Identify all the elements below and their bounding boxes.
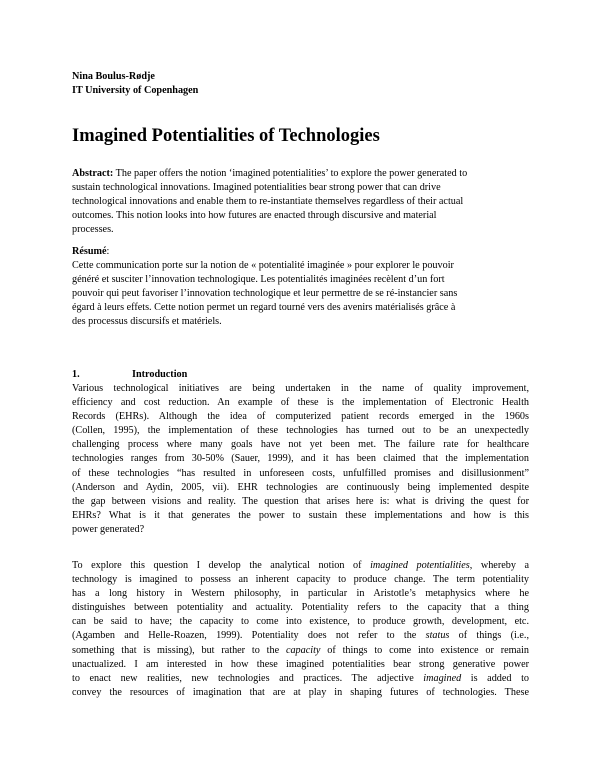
resume-line: égard à leurs effets. Cette notion permet un regard tourné vers des avenirs matérialisés grâce à [72, 302, 456, 314]
body-line: to enact new realities, new technologies and practices. The adjective imagined is added to [72, 672, 529, 684]
body-line: EHRs? What is it that generates the power to sustain these implementations and how is this [72, 509, 529, 521]
body-line: of these technologies “has resulted in unforeseen costs, unfulfilled promises and disillusionment” [72, 467, 529, 479]
body-line: power generated? [72, 523, 145, 535]
emphasis-status: status [425, 630, 450, 642]
body-line: can be said to have; the capacity to come into existence, to produce growth, development, etc. [72, 616, 529, 628]
body-line: convey the resources of imagination that are at play in shaping futures of technologies. These [72, 686, 529, 698]
body-line: (Agamben and Helle-Roazen, 1999). Potentiality does not refer to the status of things (i.e., [72, 630, 530, 642]
abstract-line: processes. [72, 224, 114, 236]
abstract-paragraph [72, 167, 532, 237]
author-name: Nina Boulus-Rødje [72, 71, 155, 82]
body-line: Records (EHRs). Although the idea of computerized patient records emerged in the 1960s [72, 411, 529, 423]
resume-paragraph [72, 259, 532, 329]
body-line: the gap between visions and reality. The question that arises here is: what is driving the quest for [72, 495, 529, 507]
resume-line: des processus discursifs et matériels. [72, 316, 222, 328]
abstract-line: technological innovations and enable them to re-instantiate themselves regardless of their actual [72, 196, 464, 208]
body-line: distinguishes between potentiality and actuality. Potentiality refers to the capacity that a thing [72, 602, 529, 614]
resume-line: généré et susciter l’innovation technologique. Les potentialités imaginées recèlent d’un fort [72, 274, 445, 286]
section-number: 1. [72, 369, 80, 380]
body-line: Various technological initiatives are being undertaken in the name of quality improvement, [72, 383, 529, 394]
abstract-label: Abstract: [72, 168, 114, 179]
paper-title: Imagined Potentialities of Technologies [72, 126, 380, 146]
body-line: challenging process where many goals have not yet been met. The failure rate for healthcare [72, 439, 529, 451]
resume-line: pouvoir qui peut favoriser l’innovation technologique et leur permettre de se ré-instancier sans [72, 288, 458, 300]
body-line: (Anderson and Aydin, 2005, vii). EHR technologies are continuously being implemented despite [72, 481, 529, 493]
resume-colon: : [106, 246, 110, 257]
body-line: efficiency and cost reduction. An example of these is the implementation of Electronic Health [72, 397, 529, 409]
emphasis-imagined-potentialities: imagined potentialities [370, 560, 470, 571]
body-line: (Collen, 1995), the implementation of these technologies has turned out to be an unexpectedly [72, 425, 529, 437]
body-line: has a long history in Western philosophy, in particular in Aristotle’s metaphysics where he [72, 588, 529, 600]
author-block [72, 70, 198, 98]
abstract-line: sustain technological innovations. Imagined potentialities bear strong power that can drive [72, 182, 441, 194]
body-line: technologies ranges from 30-50% (Sauer, 1999), and it has been claimed that the implementation [72, 453, 529, 465]
emphasis-imagined: imagined [423, 672, 462, 684]
abstract-line: outcomes. This notion looks into how futures are enacted through discursive and material [72, 210, 437, 222]
body-line: something that is missing), but rather to the capacity of things to come into existence or remain [72, 644, 529, 656]
body-line: unactualized. I am interested in how these imagined potentialities bear strong generative power [72, 658, 529, 670]
body-line: technology is imagined to possess an inherent capacity to produce change. The term potentiality [72, 574, 529, 586]
intro-paragraph-1 [72, 382, 529, 537]
body-line: To explore this question I develop the analytical notion of imagined potentialities, whereby a [72, 560, 529, 571]
section-heading [72, 368, 187, 382]
resume-heading [72, 245, 532, 259]
author-affiliation: IT University of Copenhagen [72, 85, 199, 96]
emphasis-capacity: capacity [285, 644, 321, 656]
section-title: Introduction [132, 369, 188, 380]
abstract-line: The paper offers the notion ‘imagined potentialities’ to explore the power generated to [113, 168, 468, 179]
resume-label: Résumé [72, 246, 107, 257]
resume-line: Cette communication porte sur la notion de « potentialité imaginée » pour explorer le pouvoir [72, 260, 454, 271]
intro-paragraph-2 [72, 559, 529, 700]
